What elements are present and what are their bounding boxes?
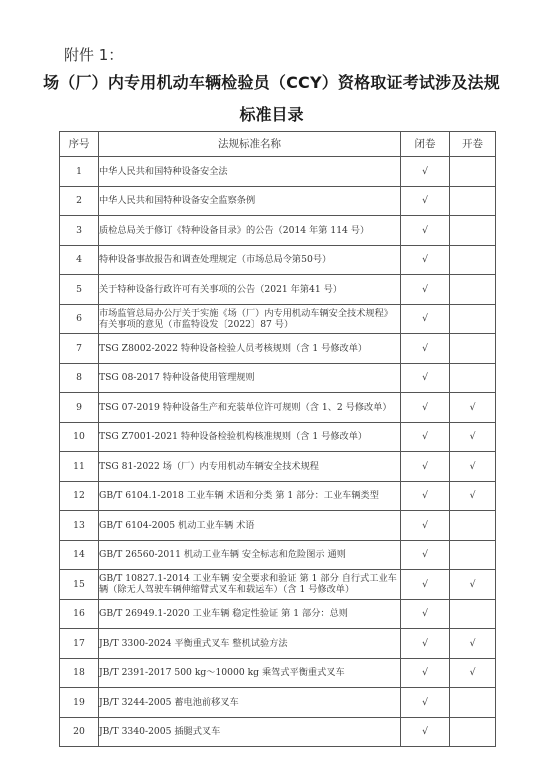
closed-book-check: √ — [401, 422, 450, 452]
row-number: 8 — [60, 363, 99, 393]
open-book-check: √ — [450, 658, 496, 688]
row-number: 5 — [60, 275, 99, 305]
open-book-check — [450, 275, 496, 305]
table-row — [60, 658, 496, 688]
row-number: 1 — [60, 157, 99, 187]
open-book-check: √ — [450, 481, 496, 511]
regulation-name: GB/T 26949.1-2020 工业车辆 稳定性验证 第 1 部分：总则 — [99, 599, 401, 629]
regulation-name: TSG 81-2022 场（厂）内专用机动车辆安全技术规程 — [99, 452, 401, 482]
regulation-name: TSG Z8002-2022 特种设备检验人员考核规则（含 1 号修改单） — [99, 334, 401, 364]
row-number: 11 — [60, 452, 99, 482]
open-book-check — [450, 186, 496, 216]
regulation-name: TSG Z7001-2021 特种设备检验机构核准规则（含 1 号修改单） — [99, 422, 401, 452]
row-number: 14 — [60, 540, 99, 570]
row-number: 4 — [60, 245, 99, 275]
closed-book-check: √ — [401, 304, 450, 334]
open-book-check: √ — [450, 452, 496, 482]
table-row — [60, 481, 496, 511]
row-number: 19 — [60, 688, 99, 718]
open-book-check — [450, 688, 496, 718]
document-title: 场（厂）内专用机动车辆检验员（CCY）资格取证考试涉及法规 — [43, 73, 500, 92]
regulation-name: 特种设备事故报告和调查处理规定（市场总局令第50号） — [99, 245, 401, 275]
closed-book-check: √ — [401, 481, 450, 511]
header-open-book: 开卷 — [450, 132, 496, 157]
regulation-name: GB/T 6104.1-2018 工业车辆 术语和分类 第 1 部分：工业车辆类型 — [99, 481, 401, 511]
row-number: 16 — [60, 599, 99, 629]
row-number: 9 — [60, 393, 99, 423]
table-row — [60, 304, 496, 334]
regulation-name: 中华人民共和国特种设备安全监察条例 — [99, 186, 401, 216]
header-name: 法规标准名称 — [99, 132, 401, 157]
regulation-name: 市场监管总局办公厅关于实施《场（厂）内专用机动车辆安全技术规程》有关事项的意见（市监特设发〔2022〕87 号） — [99, 304, 401, 334]
open-book-check: √ — [450, 393, 496, 423]
regulations-table — [59, 131, 496, 747]
table-row — [60, 511, 496, 541]
open-book-check — [450, 304, 496, 334]
row-number: 17 — [60, 629, 99, 659]
header-closed-book: 闭卷 — [401, 132, 450, 157]
open-book-check — [450, 157, 496, 187]
open-book-check — [450, 245, 496, 275]
row-number: 18 — [60, 658, 99, 688]
closed-book-check: √ — [401, 540, 450, 570]
closed-book-check: √ — [401, 658, 450, 688]
table-row — [60, 363, 496, 393]
regulation-name: JB/T 3340-2005 插腿式叉车 — [99, 717, 401, 747]
closed-book-check: √ — [401, 717, 450, 747]
open-book-check — [450, 334, 496, 364]
regulation-name: JB/T 3244-2005 蓄电池前移叉车 — [99, 688, 401, 718]
open-book-check: √ — [450, 422, 496, 452]
regulation-name: 关于特种设备行政许可有关事项的公告（2021 年第41 号） — [99, 275, 401, 305]
closed-book-check: √ — [401, 599, 450, 629]
open-book-check: √ — [450, 570, 496, 600]
open-book-check — [450, 717, 496, 747]
open-book-check — [450, 599, 496, 629]
closed-book-check: √ — [401, 245, 450, 275]
open-book-check: √ — [450, 629, 496, 659]
closed-book-check: √ — [401, 629, 450, 659]
closed-book-check: √ — [401, 216, 450, 246]
closed-book-check: √ — [401, 452, 450, 482]
row-number: 2 — [60, 186, 99, 216]
table-row — [60, 157, 496, 187]
row-number: 3 — [60, 216, 99, 246]
closed-book-check: √ — [401, 393, 450, 423]
open-book-check — [450, 540, 496, 570]
closed-book-check: √ — [401, 275, 450, 305]
row-number: 12 — [60, 481, 99, 511]
open-book-check — [450, 511, 496, 541]
table-header-row — [60, 132, 496, 157]
open-book-check — [450, 216, 496, 246]
closed-book-check: √ — [401, 570, 450, 600]
table-row — [60, 452, 496, 482]
table-row — [60, 245, 496, 275]
open-book-check — [450, 363, 496, 393]
regulation-name: GB/T 10827.1-2014 工业车辆 安全要求和验证 第 1 部分 自行式工业车辆（除无人驾驶车辆伸缩臂式叉车和载运车）（含 1 号修改单） — [99, 570, 401, 600]
closed-book-check: √ — [401, 363, 450, 393]
regulation-name: 质检总局关于修订《特种设备目录》的公告（2014 年第 114 号） — [99, 216, 401, 246]
table-row — [60, 186, 496, 216]
table-row — [60, 629, 496, 659]
regulation-name: JB/T 3300-2024 平衡重式叉车 整机试验方法 — [99, 629, 401, 659]
row-number: 15 — [60, 570, 99, 600]
row-number: 6 — [60, 304, 99, 334]
regulation-name: GB/T 26560-2011 机动工业车辆 安全标志和危险图示 通则 — [99, 540, 401, 570]
table-row — [60, 540, 496, 570]
attachment-label: 附件 1： — [64, 46, 124, 64]
closed-book-check: √ — [401, 334, 450, 364]
closed-book-check: √ — [401, 511, 450, 541]
row-number: 7 — [60, 334, 99, 364]
regulation-name: TSG 08-2017 特种设备使用管理规则 — [99, 363, 401, 393]
regulation-name: JB/T 2391-2017 500 kg～10000 kg 乘驾式平衡重式叉车 — [99, 658, 401, 688]
closed-book-check: √ — [401, 688, 450, 718]
document-title-line2: 标准目录 — [239, 105, 304, 124]
table-row — [60, 422, 496, 452]
regulation-name: 中华人民共和国特种设备安全法 — [99, 157, 401, 187]
table-row — [60, 334, 496, 364]
regulation-name: TSG 07-2019 特种设备生产和充装单位许可规则（含 1、2 号修改单） — [99, 393, 401, 423]
header-no: 序号 — [60, 132, 99, 157]
table-row — [60, 688, 496, 718]
table-row — [60, 717, 496, 747]
closed-book-check: √ — [401, 157, 450, 187]
table-row — [60, 216, 496, 246]
row-number: 10 — [60, 422, 99, 452]
row-number: 13 — [60, 511, 99, 541]
table-row — [60, 570, 496, 600]
table-row — [60, 275, 496, 305]
table-row — [60, 393, 496, 423]
regulation-name: GB/T 6104-2005 机动工业车辆 术语 — [99, 511, 401, 541]
table-row — [60, 599, 496, 629]
closed-book-check: √ — [401, 186, 450, 216]
row-number: 20 — [60, 717, 99, 747]
